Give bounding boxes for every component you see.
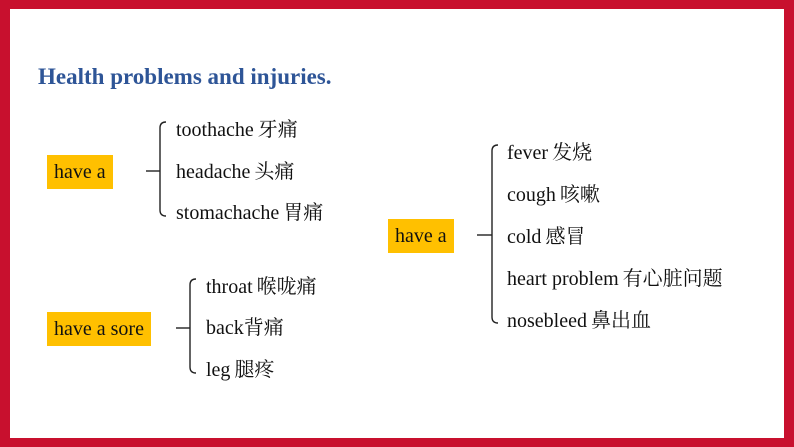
bracket-group-2 — [190, 279, 196, 373]
item-english: fever — [507, 142, 549, 164]
item-chinese: 咳嗽 — [559, 182, 600, 206]
item-chinese: 牙痛 — [257, 117, 298, 141]
group-3-label: have a — [388, 219, 454, 253]
item-english: headache — [176, 161, 251, 183]
item-english: throat — [206, 276, 253, 298]
group-1-item — [176, 159, 294, 184]
item-chinese: 鼻出血 — [590, 308, 651, 332]
item-chinese: 发烧 — [552, 140, 593, 164]
group-3-item — [507, 182, 600, 207]
group-2-item — [206, 357, 274, 382]
group-2-label: have a sore — [47, 312, 151, 346]
group-2-item — [206, 315, 284, 340]
bracket-group-1 — [160, 122, 166, 216]
group-1-label: have a — [47, 155, 113, 189]
item-chinese: 有心脏问题 — [622, 266, 723, 290]
item-english: leg — [206, 359, 231, 381]
item-english: toothache — [176, 119, 254, 141]
item-chinese: 喉咙痛 — [256, 274, 317, 298]
item-english: nosebleed — [507, 310, 587, 332]
group-1-item — [176, 117, 298, 142]
item-chinese: 头痛 — [254, 159, 295, 183]
slide-title: Health problems and injuries. — [38, 64, 332, 89]
item-english: back — [206, 317, 244, 339]
bracket-group-3 — [492, 145, 498, 323]
item-english: stomachache — [176, 202, 280, 224]
item-chinese: 背痛 — [243, 315, 284, 339]
group-3-item — [507, 266, 723, 291]
item-chinese: 腿疼 — [234, 357, 275, 381]
item-english: heart problem — [507, 268, 619, 290]
group-3-item — [507, 308, 651, 333]
item-english: cough — [507, 184, 556, 206]
group-2-item — [206, 274, 317, 299]
group-3-item — [507, 224, 585, 249]
group-3-item — [507, 140, 592, 165]
item-chinese: 感冒 — [545, 224, 586, 248]
item-english: cold — [507, 226, 542, 248]
item-chinese: 胃痛 — [283, 200, 324, 224]
group-1-item — [176, 200, 323, 225]
slide — [10, 9, 784, 438]
